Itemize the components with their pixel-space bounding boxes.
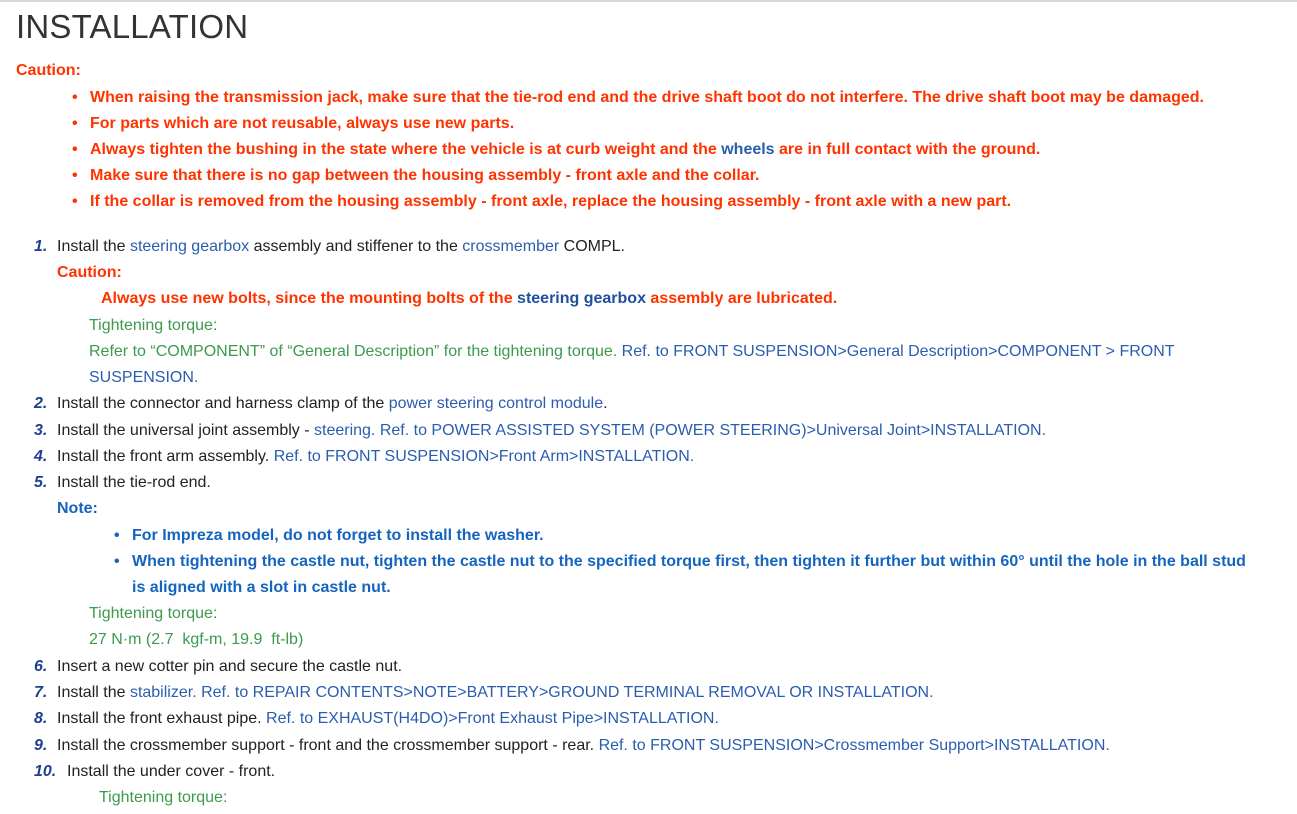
step-number: 1. bbox=[34, 238, 48, 255]
step-number: 9. bbox=[34, 737, 48, 754]
step-number: 3. bbox=[34, 422, 48, 439]
step-text: Install the tie-rod end. bbox=[57, 474, 211, 491]
step-text: Install the steering gearbox assembly and stiffener to the crossmember COMPL. bbox=[57, 238, 625, 255]
front-suspension-component-ref[interactable]: Ref. to FRONT SUSPENSION>General Description>COMPONENT > FRONT bbox=[621, 343, 1175, 360]
page-title: INSTALLATION bbox=[16, 8, 249, 45]
step-number: 5. bbox=[34, 474, 48, 491]
step-text: Install the under cover - front. bbox=[67, 763, 276, 780]
step1-caution-text: Always use new bolts, since the mounting bolts of the steering gearbox assembly are lubricated. bbox=[101, 290, 838, 307]
step5-torque-value: 27 N·m (2.7 kgf-m, 19.9 ft-lb) bbox=[89, 631, 304, 648]
wheels-link[interactable]: wheels bbox=[721, 141, 775, 158]
step-text: Install the connector and harness clamp of the power steering control module. bbox=[57, 395, 608, 412]
caution-item: • Always tighten the bushing in the state where the vehicle is at curb weight and the wheels are in full contact with the ground. bbox=[72, 141, 1041, 158]
step-number: 2. bbox=[34, 395, 48, 412]
caution-item: • When raising the transmission jack, make sure that the tie-rod end and the drive shaft boot do not interfere. The drive shaft boot may be damaged. bbox=[72, 89, 1204, 106]
steering-link[interactable]: steering bbox=[314, 422, 371, 439]
step-text: Insert a new cotter pin and secure the castle nut. bbox=[57, 658, 403, 675]
note-item: • For Impreza model, do not forget to install the washer. bbox=[114, 527, 544, 544]
step5-note-label: Note: bbox=[57, 500, 98, 517]
note-item: • When tightening the castle nut, tighten the castle nut to the specified torque first, then tighten it further but within 60° until the hole in the ball stud bbox=[114, 553, 1246, 570]
step-number: 10. bbox=[34, 763, 57, 780]
step1-torque-label: Tightening torque: bbox=[89, 317, 218, 334]
step1-ref-continuation[interactable]: SUSPENSION. bbox=[89, 369, 199, 386]
step-number: 6. bbox=[34, 658, 48, 675]
ground-terminal-ref[interactable]: Ref. to REPAIR CONTENTS>NOTE>BATTERY>GROUND TERMINAL REMOVAL OR INSTALLATION. bbox=[201, 684, 934, 701]
step5-note-list bbox=[114, 523, 1246, 601]
step1-torque-text: Refer to “COMPONENT” of “General Description” for the tightening torque. Ref. to FRONT SUSPENSION>General Description>COMPONENT > FRONT bbox=[89, 343, 1175, 360]
step-text: Install the crossmember support - front and the crossmember support - rear. Ref. to FRONT SUSPENSION>Crossmember Support>INSTALLATION. bbox=[57, 737, 1110, 754]
caution-item: • Make sure that there is no gap between the housing assembly - front axle and the collar. bbox=[72, 167, 760, 184]
step-text: Install the universal joint assembly - steering. Ref. to POWER ASSISTED SYSTEM (POWER STEERING)>Universal Joint>INSTALLATION. bbox=[57, 422, 1047, 439]
step1-caution-label: Caution: bbox=[57, 264, 122, 281]
crossmember-link[interactable]: crossmember bbox=[462, 238, 560, 255]
step10-torque-label: Tightening torque: bbox=[99, 789, 228, 806]
universal-joint-ref[interactable]: Ref. to POWER ASSISTED SYSTEM (POWER STEERING)>Universal Joint>INSTALLATION. bbox=[379, 422, 1047, 439]
note-item-continuation: is aligned with a slot in castle nut. bbox=[132, 579, 391, 596]
step-text: Install the front exhaust pipe. Ref. to EXHAUST(H4DO)>Front Exhaust Pipe>INSTALLATION. bbox=[57, 710, 719, 727]
front-exhaust-pipe-ref[interactable]: Ref. to EXHAUST(H4DO)>Front Exhaust Pipe>INSTALLATION. bbox=[266, 710, 719, 727]
step-number: 4. bbox=[34, 448, 48, 465]
top-caution-label: Caution: bbox=[16, 62, 81, 79]
top-caution-list bbox=[72, 85, 1204, 215]
step-number: 7. bbox=[34, 684, 48, 701]
caution-item: • For parts which are not reusable, always use new parts. bbox=[72, 115, 515, 132]
step5-torque-label: Tightening torque: bbox=[89, 605, 218, 622]
steering-gearbox-link[interactable]: steering gearbox bbox=[129, 238, 250, 255]
crossmember-support-ref[interactable]: Ref. to FRONT SUSPENSION>Crossmember Support>INSTALLATION. bbox=[598, 737, 1110, 754]
step-number: 8. bbox=[34, 710, 48, 727]
power-steering-control-module-link[interactable]: power steering control module bbox=[388, 395, 604, 412]
step-text: Install the stabilizer. Ref. to REPAIR CONTENTS>NOTE>BATTERY>GROUND TERMINAL REMOVAL OR INSTALLATION. bbox=[57, 684, 934, 701]
front-arm-ref[interactable]: Ref. to FRONT SUSPENSION>Front Arm>INSTALLATION. bbox=[273, 448, 695, 465]
steering-gear-link[interactable]: steering gear bbox=[517, 290, 618, 307]
stabilizer-link[interactable]: stabilizer bbox=[129, 684, 193, 701]
step-text: Install the front arm assembly. Ref. to FRONT SUSPENSION>Front Arm>INSTALLATION. bbox=[57, 448, 695, 465]
caution-item: • If the collar is removed from the housing assembly - front axle, replace the housing assembly - front axle with a new part. bbox=[72, 193, 1012, 210]
